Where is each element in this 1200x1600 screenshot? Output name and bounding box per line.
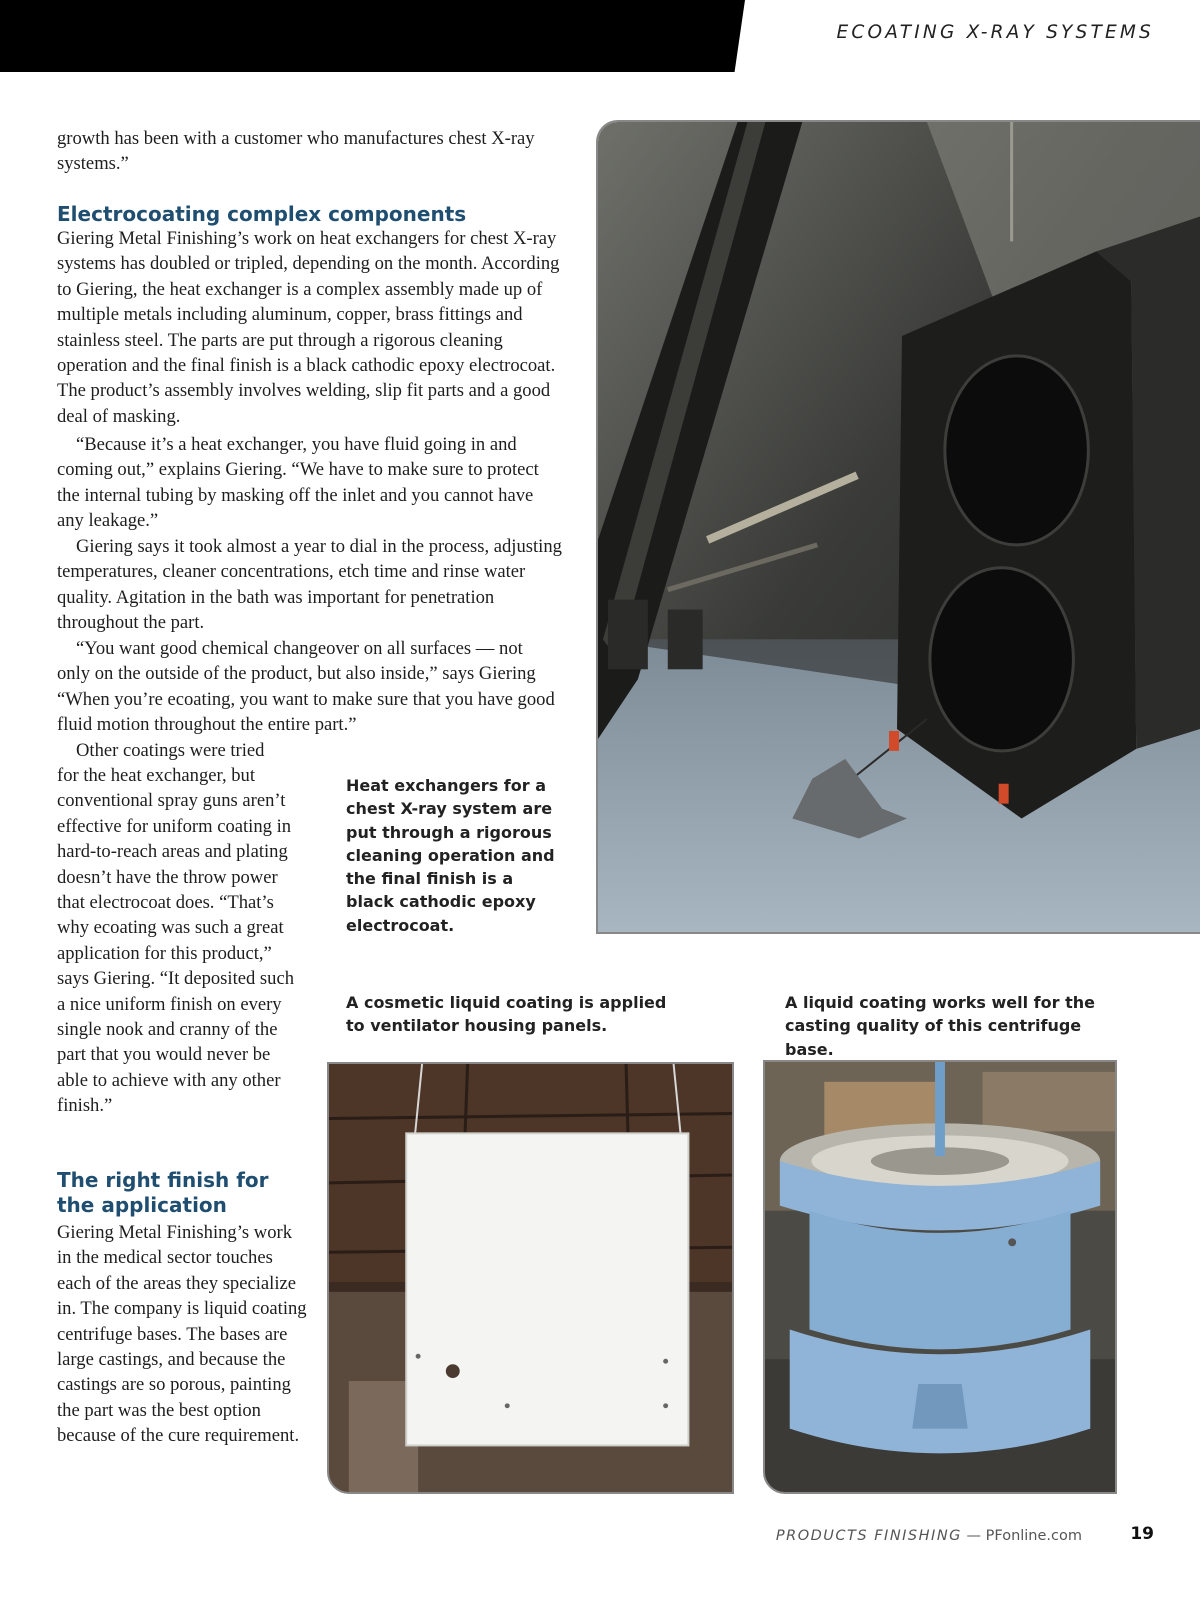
paragraph-heat-exchangers: Giering Metal Finishing’s work on heat exchangers for chest X-ray systems has doubled or tripled, depending on the month. According to Giering, the heat exchanger is a complex assembly made up of multiple metals including aluminum, copper, brass fittings and stainless steel. The parts are put through a rigorous cleaning operation and the final finish is a black cathodic epoxy electrocoat. The product’s assembly involves welding, slip fit parts and a good deal of masking. bbox=[57, 228, 560, 427]
paragraph-dial-process: Giering says it took almost a year to dial in the process, adjusting temperatures, cleaner concentrations, etch time and rinse water quality. Agitation in the bath was important for penetration throughout the part. bbox=[57, 536, 562, 634]
intro-paragraph: growth has been with a customer who manufactures chest X-ray systems.” bbox=[57, 128, 535, 175]
heading-electrocoating: Electrocoating complex components bbox=[57, 202, 467, 226]
paragraph-changeover-quote: “You want good chemical changeover on all surfaces — not only on the outside of the product, but also inside,” says Giering “When you’re ecoating, you want to make sure that you have good fluid motion throughout the entire part.” bbox=[57, 638, 555, 736]
website-link[interactable]: PFonline.com bbox=[985, 1528, 1082, 1544]
paragraph-other-coatings-start: Other coatings were tried bbox=[76, 740, 265, 761]
heading-right-finish: The right finish for the application bbox=[57, 1168, 269, 1217]
footer-separator: — bbox=[961, 1528, 986, 1544]
publication-name: PRODUCTS FINISHING bbox=[775, 1528, 962, 1544]
paragraph-other-coatings: for the heat exchanger, but conventional spray guns aren’t effective for uniform coating in hard-to-reach areas and plating doesn’t have the throw power that electrocoat does. “That’s why ecoating was such a great application for this product,” says Giering. “It deposited such a nice uniform finish on every single nook and cranny of the part that you would never be able to achieve with any other finish.” bbox=[57, 765, 295, 1117]
caption-heat-exchanger: Heat exchangers for a chest X-ray system are put through a rigorous cleaning operation and the final finish is a black cathodic epoxy electrocoat. bbox=[346, 776, 555, 935]
photo-ventilator-panel bbox=[327, 1062, 734, 1494]
photo-centrifuge-base bbox=[763, 1060, 1117, 1494]
paragraph-fluid-quote: “Because it’s a heat exchanger, you have fluid going in and coming out,” explains Giering. “We have to make sure to protect the internal tubing by masking off the inlet and you cannot have any leakage.” bbox=[57, 434, 539, 532]
section-tag: ECOATING X-RAY SYSTEMS bbox=[836, 22, 1154, 43]
page-number: 19 bbox=[1130, 1524, 1154, 1544]
paragraph-medical-sector: Giering Metal Finishing’s work in the medical sector touches each of the areas they specialize in. The company is liquid coating centrifuge bases. The bases are large castings, and because the castings are so porous, painting the part was the best option because of the cure requirement. bbox=[57, 1222, 307, 1447]
caption-centrifuge: A liquid coating works well for the casting quality of this centrifuge base. bbox=[785, 993, 1095, 1059]
photo-heat-exchanger bbox=[596, 120, 1200, 934]
footer-publication bbox=[776, 1528, 1082, 1544]
caption-ventilator: A cosmetic liquid coating is applied to ventilator housing panels. bbox=[346, 993, 667, 1036]
header-bar bbox=[0, 0, 745, 72]
